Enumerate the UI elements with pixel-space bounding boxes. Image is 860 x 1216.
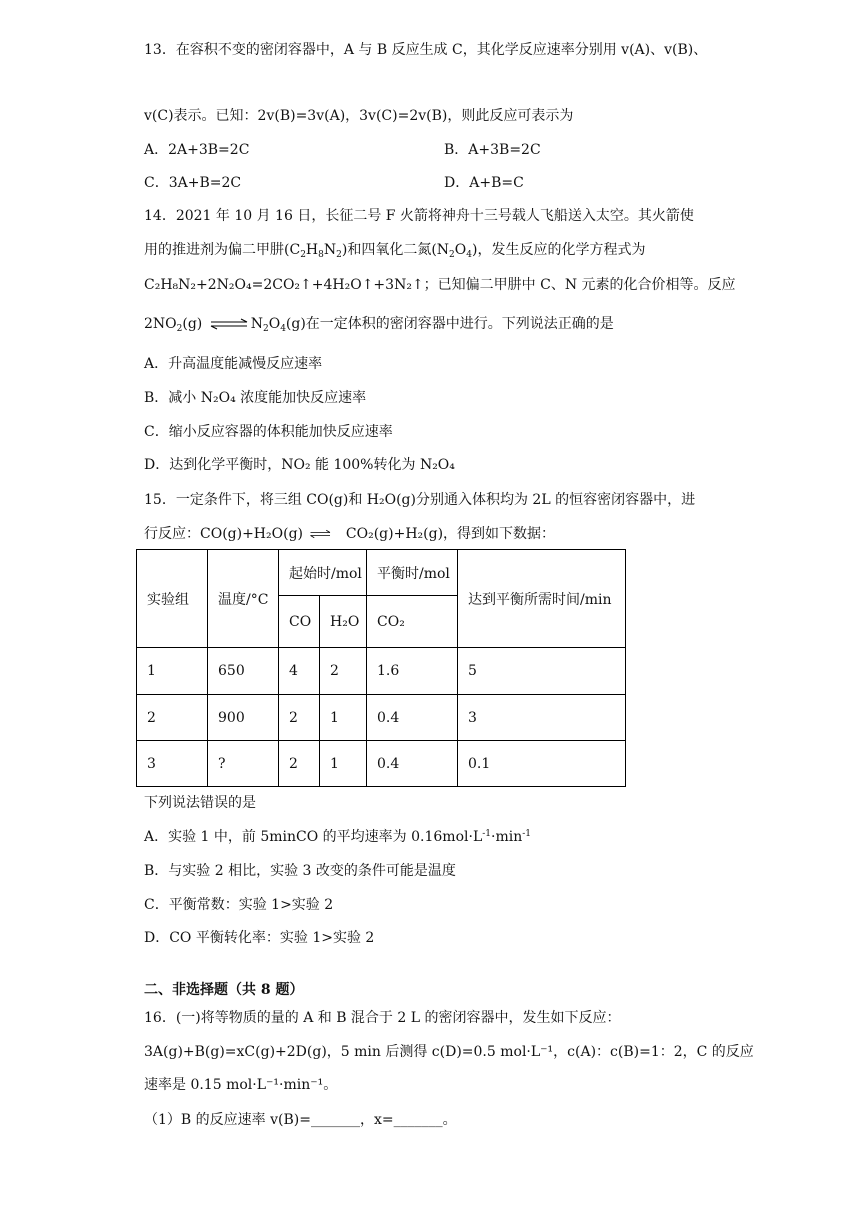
q15-option-d: D．CO 平衡转化率：实验 1>实验 2	[144, 930, 375, 946]
q13-option-c: C．3A+B=2C	[144, 175, 242, 191]
header-co: CO	[279, 596, 320, 648]
table-row: 3 ? 2 1 0.4 0.1	[137, 741, 626, 787]
q15-option-b: B．与实验 2 相比，实验 3 改变的条件可能是温度	[144, 863, 456, 879]
q14-stem-line1: 14．2021 年 10 月 16 日，长征二号 F 火箭将神舟十三号载人飞船送入太空。其火箭使	[144, 208, 694, 224]
q15-option-c: C．平衡常数：实验 1>实验 2	[144, 897, 334, 913]
q13-stem-line1: 13．在容积不变的密闭容器中，A 与 B 反应生成 C，其化学反应速率分别用 v(A)、v(B)、	[144, 42, 708, 58]
q13-option-d: D．A+B=C	[444, 175, 524, 191]
section-heading: 二、非选择题（共 8 题）	[144, 982, 304, 998]
q14-option-a: A．升高温度能减慢反应速率	[144, 356, 323, 372]
q14-stem-line2: 用的推进剂为偏二甲肼$(C_2H_8N_2)$和四氧化二氮$(N_2O_4)$，发生反应的化学方程式为	[144, 242, 646, 260]
q16-stem-line2: 3A(g)+B(g)=xC(g)+2D(g)，5 min 后测得 c(D)=0.5 mol·L⁻¹，c(A)：c(B)=1：2，C 的反应	[144, 1044, 754, 1060]
header-co2: CO₂	[367, 596, 458, 648]
table-row: 2 900 2 1 0.4 3	[137, 695, 626, 741]
q16-stem-line3: 速率是 0.15 mol·L⁻¹·min⁻¹。	[144, 1077, 338, 1093]
q16-stem-line1: 16．(一)将等物质的量的 A 和 B 混合于 2 L 的密闭容器中，发生如下反应：	[144, 1010, 621, 1026]
q14-option-d: D．达到化学平衡时，NO₂ 能 100%转化为 N₂O₄	[144, 457, 455, 473]
header-group: 实验组	[137, 550, 208, 648]
q14-option-c: C．缩小反应容器的体积能加快反应速率	[144, 424, 393, 440]
q15-prompt: 下列说法错误的是	[144, 795, 256, 811]
table-row: 1 650 4 2 1.6 5	[137, 648, 626, 695]
equilibrium-arrow-icon	[209, 318, 249, 330]
q13-option-a: A．2A+3B=2C	[144, 142, 250, 158]
q14-stem-line3: C₂H₈N₂+2N₂O₄=2CO₂↑+4H₂O↑+3N₂↑；已知偏二甲肼中 C、N 元素的化合价相等。反应	[144, 277, 736, 293]
q14-stem-line4: $2NO_2(g)$ $N_2O_4(g)$在一定体积的密闭容器中进行。下列说法正确的是	[144, 316, 614, 334]
q15-option-a: A．实验 1 中，前 5minCO 的平均速率为 $0.16mol\cdot L^{-1}\cdot\min^{-1}$	[144, 829, 532, 845]
header-temperature: 温度/°C	[208, 550, 279, 648]
q14-option-b: B．减小 N₂O₄ 浓度能加快反应速率	[144, 390, 367, 406]
header-time: 达到平衡所需时间/min	[458, 550, 626, 648]
q15-stem-line2: 行反应：CO(g)+H₂O(g) CO₂(g)+H₂(g)，得到如下数据：	[144, 526, 556, 542]
q16-subquestion-1: （1）B 的反应速率 v(B)=_______，x=_______。	[144, 1112, 457, 1128]
header-h2o: H₂O	[320, 596, 367, 648]
q15-stem-line1: 15．一定条件下，将三组 CO(g)和 H₂O(g)分别通入体积均为 2L 的恒容密闭容器中，进	[144, 492, 696, 508]
header-equilibrium-mol: 平衡时/mol	[367, 550, 458, 596]
experiment-data-table	[136, 549, 626, 787]
q13-option-b: B．A+3B=2C	[444, 142, 541, 158]
header-initial-mol: 起始时/mol	[279, 550, 367, 596]
q13-stem-line2: v(C)表示。已知：2v(B)=3v(A)，3v(C)=2v(B)，则此反应可表示为	[144, 108, 574, 124]
reversible-arrow-icon	[309, 528, 339, 540]
